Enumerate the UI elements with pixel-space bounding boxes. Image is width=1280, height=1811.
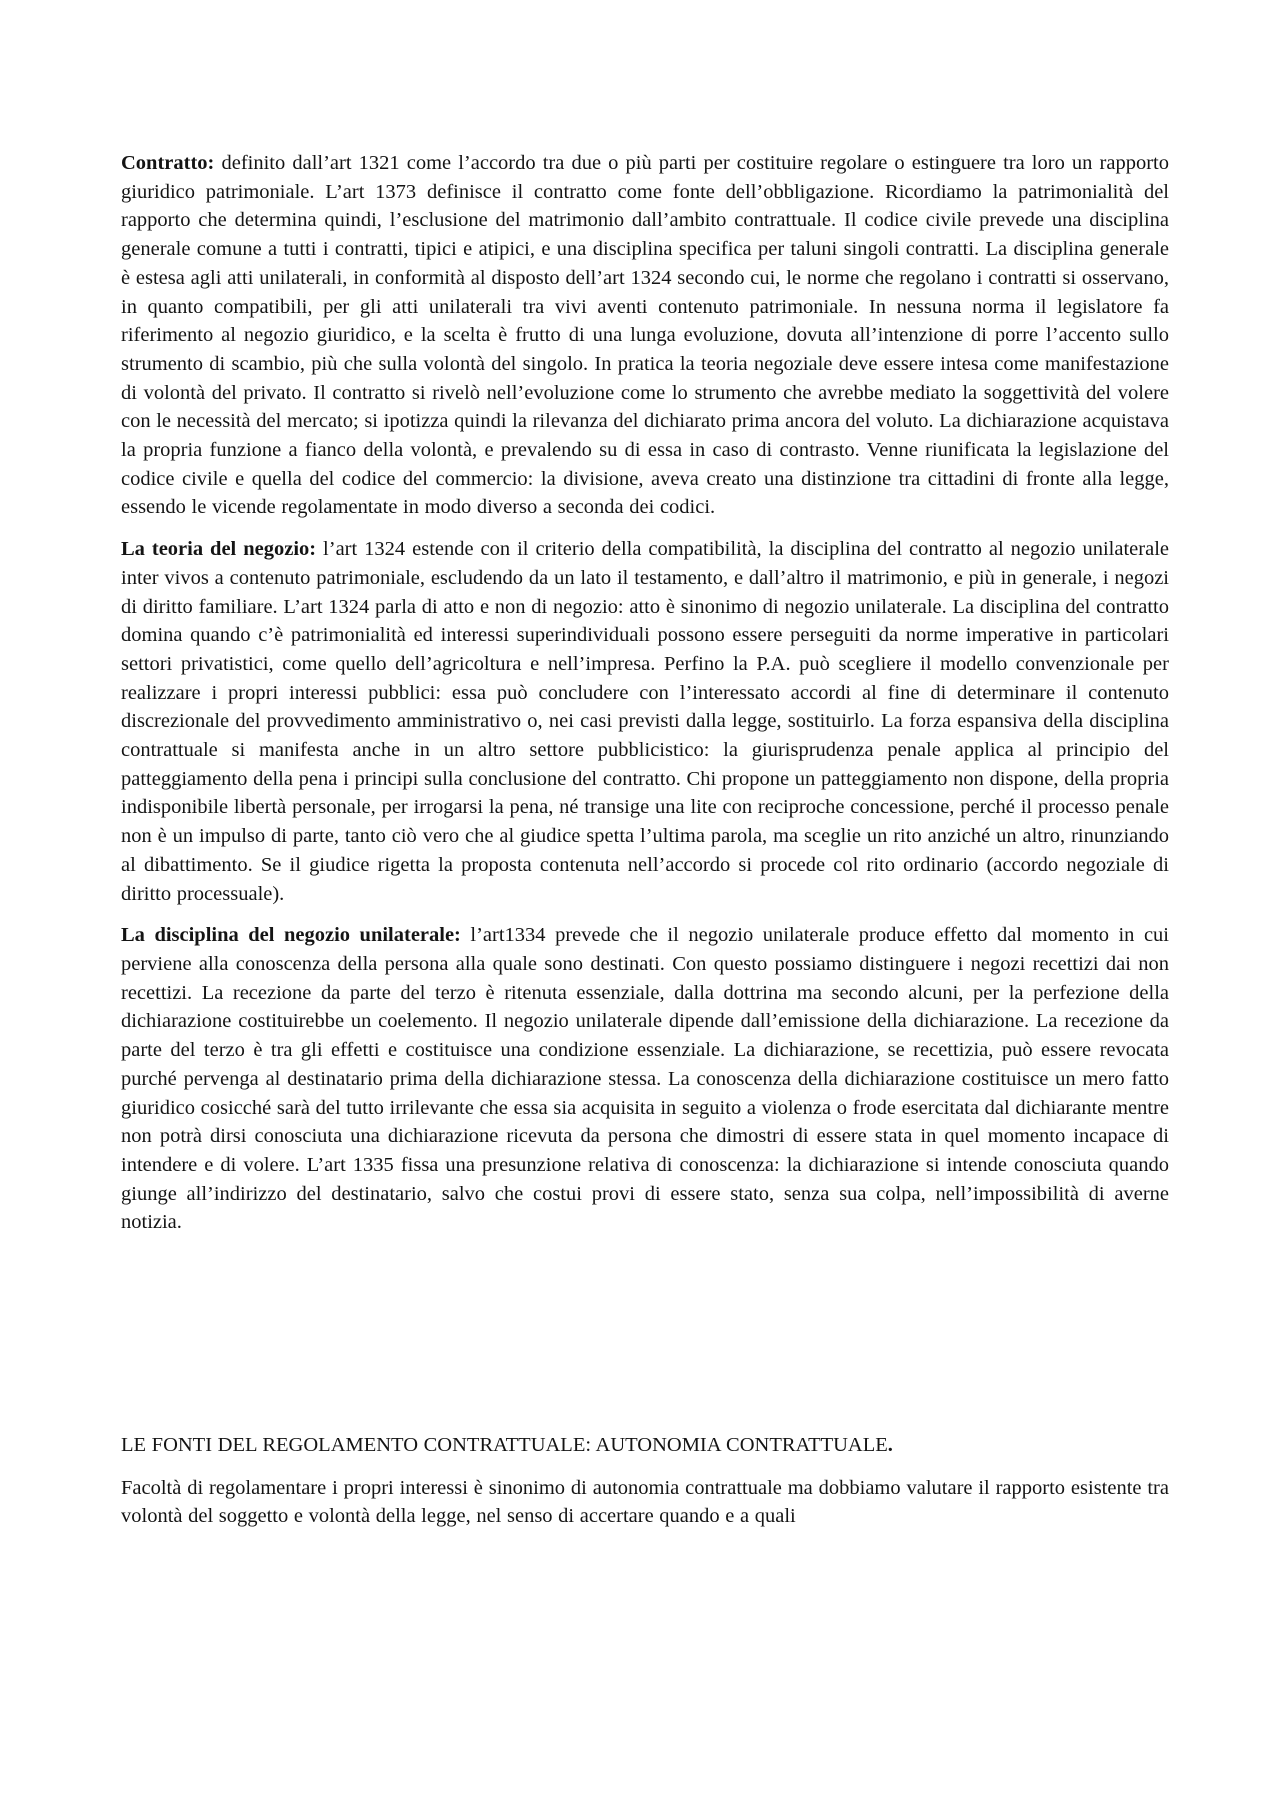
document-body <box>121 149 1169 1544</box>
section-heading-period: . <box>887 1434 893 1457</box>
paragraph-heading: La teoria del negozio: <box>121 538 317 561</box>
paragraph-text: definito dall’art 1321 come l’accordo tra due o più parti per costituire regolare o estinguere tra loro un rapporto giuridico patrimoniale. L’art 1373 definisce il contratto come fonte dell’obbligazione. Ricordiamo la patrimonialità del rapporto che determina quindi, l’esclusione del matrimonio dall’ambito contrattuale. Il codice civile prevede una disciplina generale comune a tutti i contratti, tipici e atipici, e una disciplina specifica per taluni singoli contratti. La disciplina generale è estesa agli atti unilaterali, in conformità al disposto dell’art 1324 secondo cui, le norme che regolano i contratti si osservano, in quanto compatibili, per gli atti unilaterali tra vivi aventi contenuto patrimoniale. In nessuna norma il legislatore fa riferimento al negozio giuridico, e la scelta è frutto di una lunga evoluzione, dovuta all’intenzione di porre l’accento sullo strumento di scambio, più che sulla volontà del singolo. In pratica la teoria negoziale deve essere intesa come manifestazione di volontà del privato. Il contratto si rivelò nell’evoluzione come lo strumento che avrebbe mediato la soggettività del volere con le necessità del mercato; si ipotizza quindi la rilevanza del dichiarato prima ancora del voluto. La dichiarazione acquistava la propria funzione a fianco della volontà, e prevalendo su di essa in caso di contrasto. Venne riunificata la legislazione del codice civile e quella del codice del commercio: la divisione, aveva creato una distinzione tra cittadini di fronte alla legge, essendo le vicende regolamentate in modo diverso a seconda dei codici. <box>121 152 1169 519</box>
paragraph-text: l’art1334 prevede che il negozio unilaterale produce effetto dal momento in cui perviene alla conoscenza della persona alla quale sono destinati. Con questo possiamo distinguere i negozi recettizi dai non recettizi. La recezione da parte del terzo è ritenuta essenziale, dalla dottrina ma secondo alcuni, per la perfezione della dichiarazione costituirebbe un coelemento. Il negozio unilaterale dipende dall’emissione della dichiarazione. La recezione da parte del terzo è tra gli effetti e costituisce una condizione essenziale. La dichiarazione, se recettizia, può essere revocata purché pervenga al destinatario prima della dichiarazione stessa. La conoscenza della dichiarazione costituisce un mero fatto giuridico cosicché sarà del tutto irrilevante che essa sia acquisita in seguito a violenza o frode esercitata dal dichiarante mentre non potrà dirsi conosciuta una dichiarazione ricevuta da persona che dimostri di essere stata in quel momento incapace di intendere e di volere. L’art 1335 fissa una presunzione relativa di conoscenza: la dichiarazione si intende conosciuta quando giunge all’indirizzo del destinatario, salvo che costui provi di essere stato, senza sua colpa, nell’impossibilità di averne notizia. <box>121 924 1169 1234</box>
paragraph-heading: Contratto: <box>121 152 215 174</box>
paragraph-text: l’art 1324 estende con il criterio della compatibilità, la disciplina del contratto al negozio unilaterale inter vivos a contenuto patrimoniale, escludendo da un lato il testamento, e dall’altro il matrimonio, e più in generale, i negozi di diritto familiare. L’art 1324 parla di atto e non di negozio: atto è sinonimo di negozio unilaterale. La disciplina del contratto domina quando c’è patrimonialità ed interessi superindividuali possono essere perseguiti da norme imperative in particolari settori privatistici, come quello dell’agricoltura e nell’impresa. Perfino la P.A. può scegliere il modello convenzionale per realizzare i propri interessi pubblici: essa può concludere con l’interessato accordi al fine di determinare il contenuto discrezionale del provvedimento amministrativo o, nei casi previsti dalla legge, sostituirlo. La forza espansiva della disciplina contrattuale si manifesta anche in un altro settore pubblicistico: la giurisprudenza penale applica al principio del patteggiamento della pena i principi sulla conclusione del contratto. Chi propone un patteggiamento non dispone, della propria indisponibile libertà personale, per irrogarsi la pena, né transige una lite con reciproche concessione, perché il processo penale non è un impulso di parte, tanto ciò vero che al giudice spetta l’ultima parola, ma sceglie un rito anziché un altro, rinunziando al dibattimento. Se il giudice rigetta la proposta contenuta nell’accordo si procede col rito ordinario (accordo negoziale di diritto processuale). <box>121 538 1169 905</box>
paragraph-autonomia <box>121 1474 1169 1531</box>
paragraph-contratto <box>121 149 1169 522</box>
paragraph-teoria-negozio <box>121 535 1169 908</box>
paragraph-text: Facoltà di regolamentare i propri interessi è sinonimo di autonomia contrattuale ma dobbiamo valutare il rapporto esistente tra volontà del soggetto e volontà della legge, nel senso di accertare quando e a quali <box>121 1476 1169 1528</box>
paragraph-heading: La disciplina del negozio unilaterale: <box>121 924 461 947</box>
blank-space <box>121 1250 1169 1431</box>
paragraph-negozio-unilaterale <box>121 921 1169 1237</box>
section-heading-text: LE FONTI DEL REGOLAMENTO CONTRATTUALE: AUTONOMIA CONTRATTUALE <box>121 1434 888 1457</box>
section-heading <box>121 1431 1169 1460</box>
